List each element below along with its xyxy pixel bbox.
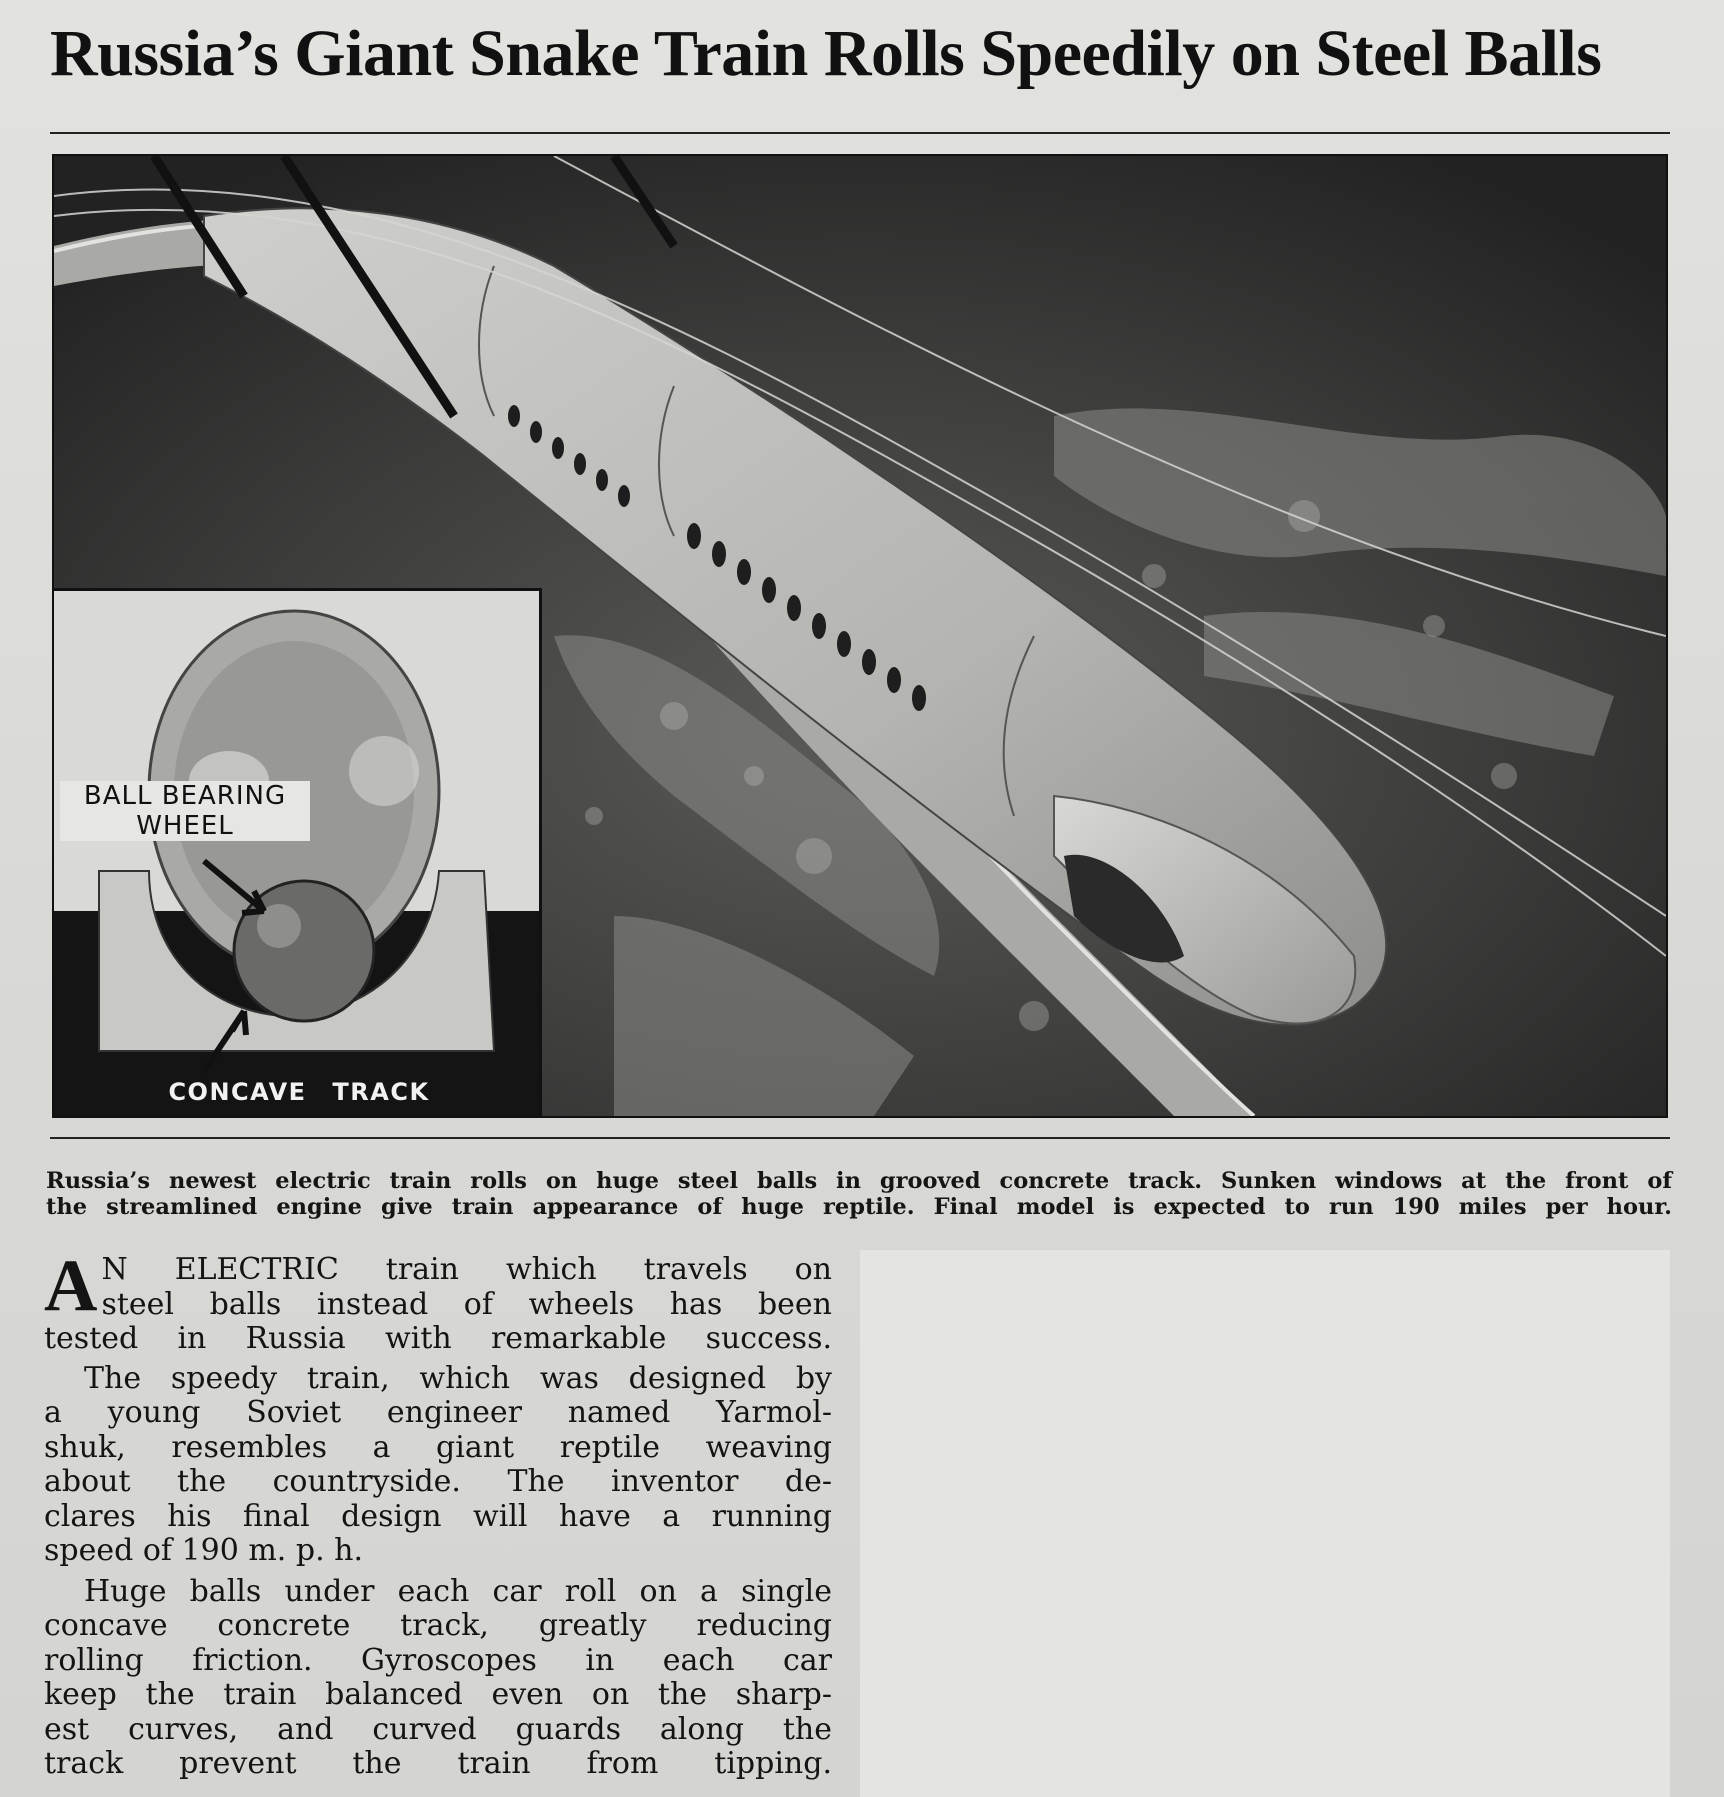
paragraph-2 <box>44 1362 832 1569</box>
article-body <box>44 1245 832 1782</box>
ball-label-line-1: BALL BEARING <box>60 781 310 811</box>
ball-bearing-wheel-label <box>60 781 310 841</box>
photo-caption <box>46 1168 1672 1220</box>
text-line: concave concrete track, greatly reducing <box>44 1608 832 1643</box>
headline: Russia’s Giant Snake Train Rolls Speedily on Steel Balls <box>50 17 1602 90</box>
text-line: rolling friction. Gyroscopes in each car <box>44 1642 832 1678</box>
text-line: N ELECTRIC train which travels on <box>101 1252 832 1287</box>
concave-track-label: CONCAVE TRACK <box>168 1078 430 1106</box>
blank-column <box>860 1250 1670 1797</box>
ball-label-line-2: WHEEL <box>60 811 310 841</box>
caption-line-2: the streamlined engine give train appearance of huge reptile. Final model is expected to run 190 miles per hour. <box>46 1194 1672 1220</box>
paragraph-1 <box>44 1245 832 1357</box>
text-line: steel balls instead of wheels has been <box>101 1286 832 1322</box>
text-line: est curves, and curved guards along the <box>44 1711 832 1747</box>
text-line: tested in Russia with remarkable success. <box>44 1321 832 1356</box>
paragraph-1-text <box>44 1245 832 1327</box>
text-line: Huge balls under each car roll on a single <box>84 1573 832 1609</box>
caption-line-1: Russia’s newest electric train rolls on huge steel balls in grooved concrete track. Sunken windows at the front of <box>46 1168 1672 1194</box>
paragraph-3 <box>44 1575 832 1782</box>
cross-section-diagram <box>54 591 539 1118</box>
text-line: about the countryside. The inventor de- <box>44 1464 832 1499</box>
headline-rule <box>50 132 1670 134</box>
caption-rule <box>50 1137 1670 1139</box>
cross-section-inset <box>54 588 542 1118</box>
text-line: clares his final design will have a running <box>44 1498 832 1534</box>
text-line: keep the train balanced even on the sharp- <box>44 1677 832 1712</box>
drop-cap: A <box>44 1245 98 1327</box>
text-line: track prevent the train from tipping. <box>44 1746 832 1781</box>
text-line: a young Soviet engineer named Yarmol- <box>44 1395 832 1430</box>
text-line: The speedy train, which was designed by <box>84 1360 832 1396</box>
text-line: shuk, resembles a giant reptile weaving <box>44 1429 832 1465</box>
train-photo <box>52 154 1668 1118</box>
text-line: speed of 190 m. p. h. <box>44 1533 363 1568</box>
